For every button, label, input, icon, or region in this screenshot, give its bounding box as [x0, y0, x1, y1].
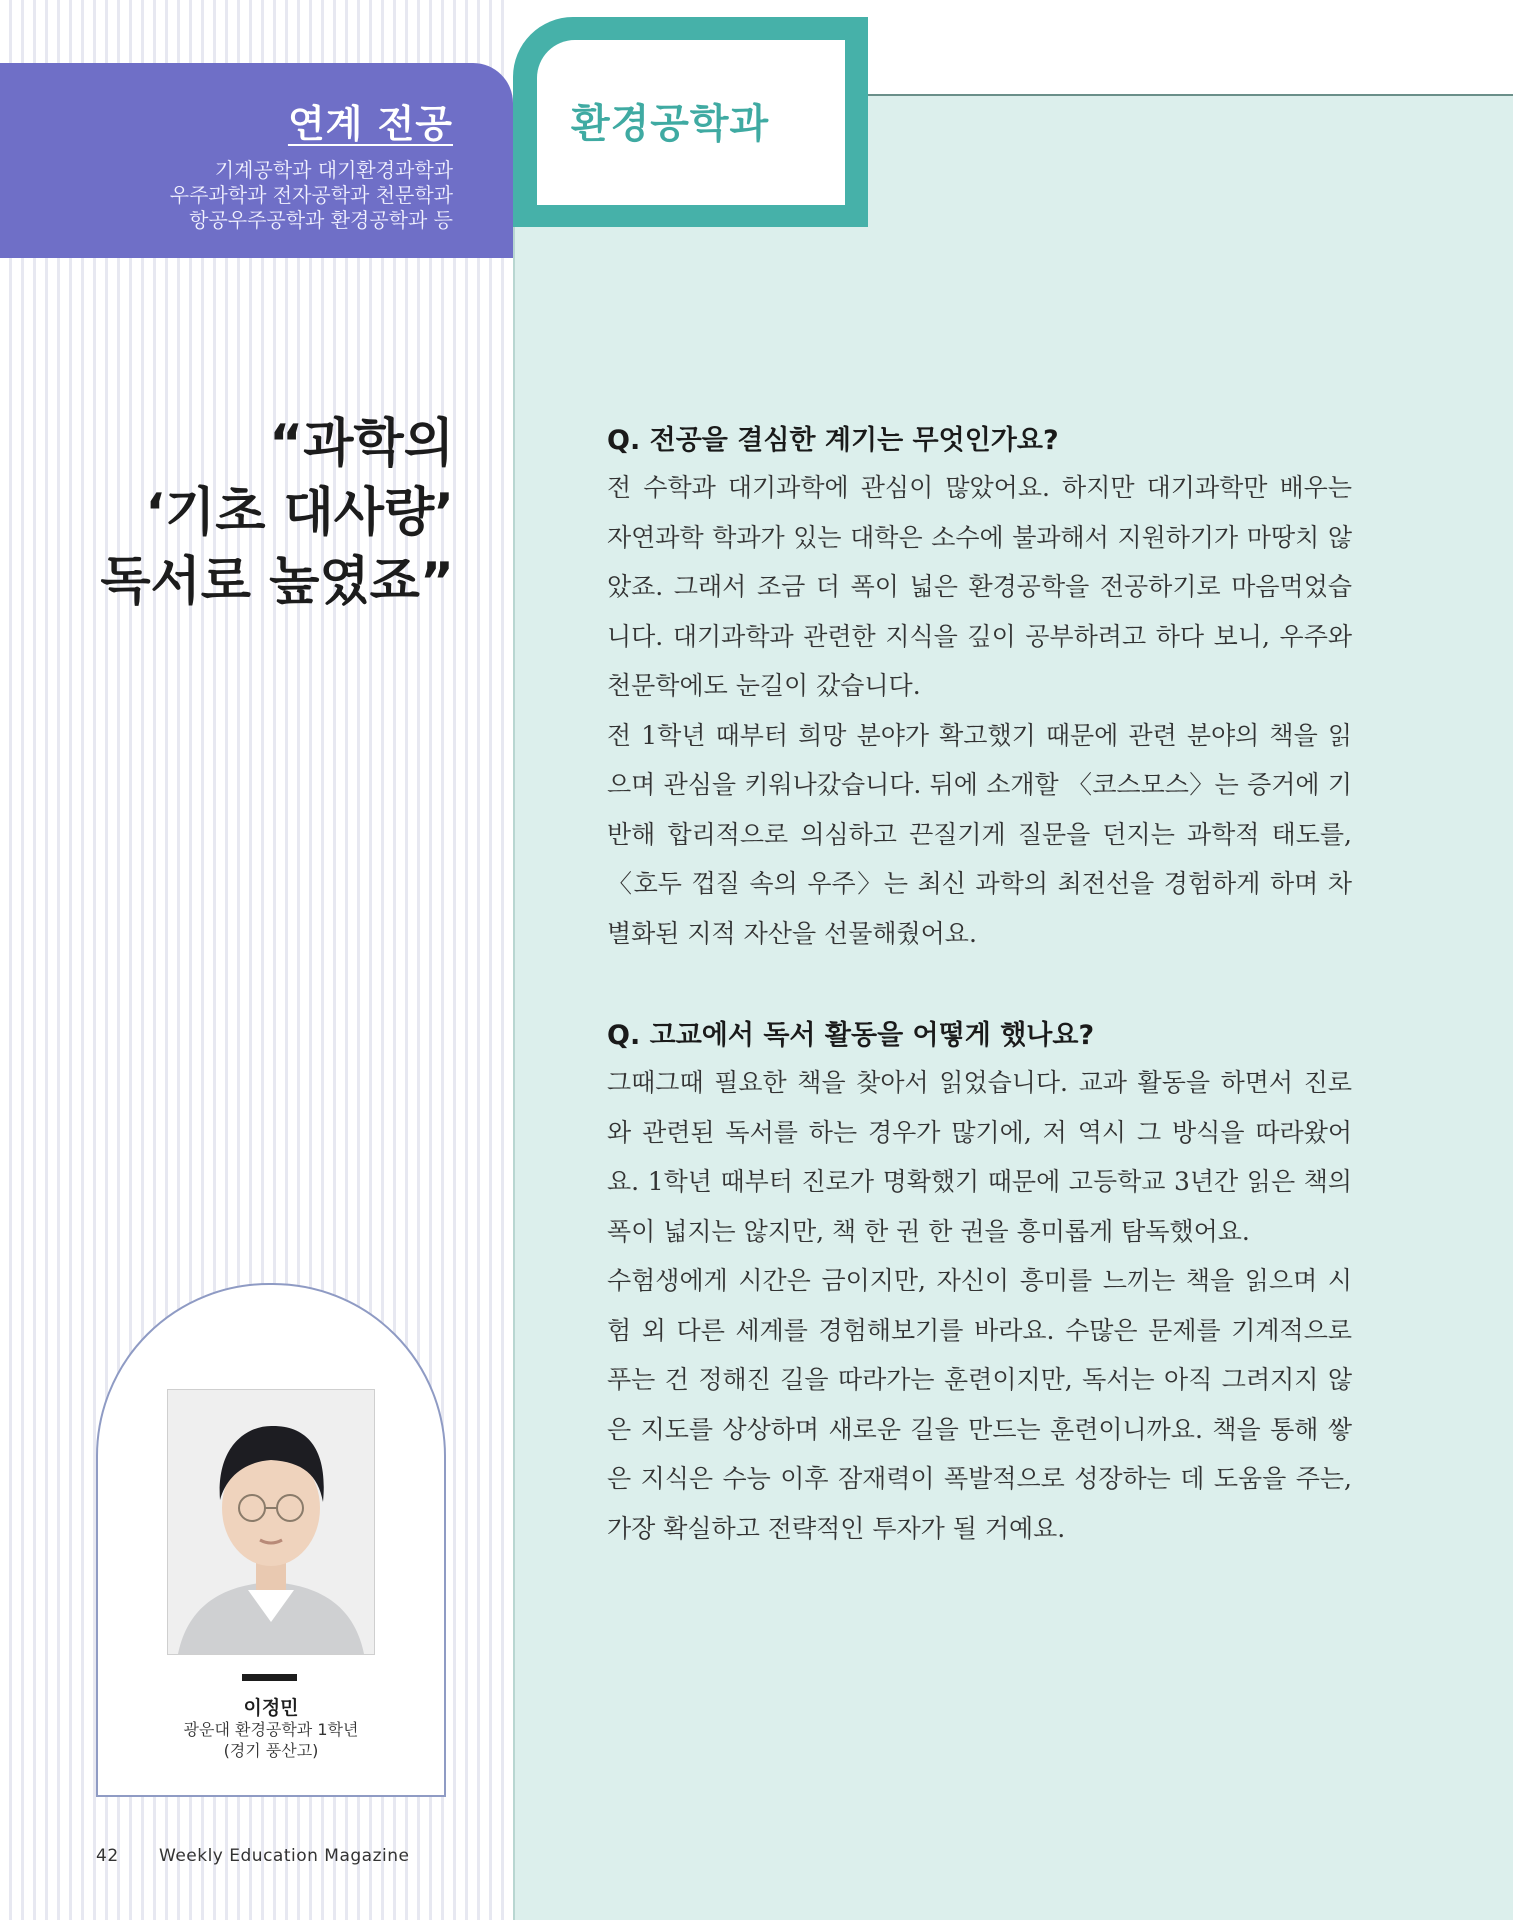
question-heading: Q. 전공을 결심한 계기는 무엇인가요?	[607, 425, 1059, 456]
student-name: 이정민	[243, 1697, 299, 1719]
top-divider	[860, 94, 1513, 96]
department-title: 환경공학과	[571, 101, 770, 147]
related-majors-list	[170, 158, 453, 233]
answer-paragraph: 그때그때 필요한 책을 찾아서 읽었습니다. 교과 활동을 하면서 진로와 관련된 독서를 하는 경우가 많기에, 저 역시 그 방식을 따라왔어요. 1학년 때부터 진로가 명확했기 때문에 고등학교 3년간 읽은 책의 폭이 넓지는 않지만, 책 한 권 한 권을 흥미롭게 탐독했어요.	[607, 1068, 1352, 1246]
student-portrait-image	[168, 1390, 374, 1654]
page-number: 42	[96, 1846, 119, 1866]
content-panel	[513, 95, 1513, 1920]
qa-section-2	[607, 1013, 1352, 1553]
pull-quote-line: ‘기초 대사량’	[145, 483, 454, 543]
qa-section-1	[607, 418, 1352, 958]
pull-quote-line: “과학의	[269, 414, 454, 474]
pull-quote	[34, 410, 454, 617]
answer-paragraph: 수험생에게 시간은 금이지만, 자신이 흥미를 느끼는 책을 읽으며 시험 외 다른 세계를 경험해보기를 바라요. 수많은 문제를 기계적으로 푸는 건 정해진 길을 따라가는 훈련이지만, 독서는 아직 그려지지 않은 지도를 상상하며 새로운 길을 만드는 훈련이니까요. 책을 통해 쌓은 지식은 수능 이후 잠재력이 폭발적으로 성장하는 데 도움을 주는, 가장 확실하고 전략적인 투자가 될 거예요.	[607, 1266, 1352, 1543]
profile-photo	[167, 1389, 375, 1655]
student-affiliation	[96, 1719, 446, 1761]
answer-paragraph: 전 수학과 대기과학에 관심이 많았어요. 하지만 대기과학만 배우는 자연과학 학과가 있는 대학은 소수에 불과해서 지원하기가 마땅치 않았죠. 그래서 조금 더 폭이 넓은 환경공학을 전공하기로 마음먹었습니다. 대기과학과 관련한 지식을 깊이 공부하려고 하다 보니, 우주와 천문학에도 눈길이 갔습니다.	[607, 473, 1352, 700]
school-line: (경기 풍산고)	[223, 1741, 319, 1760]
related-majors-line: 항공우주공학과 환경공학과 등	[189, 208, 453, 232]
question-heading: Q. 고교에서 독서 활동을 어떻게 했나요?	[607, 1020, 1095, 1051]
affiliation-line: 광운대 환경공학과 1학년	[183, 1720, 359, 1739]
related-majors-line: 기계공학과 대기환경과학과	[214, 158, 453, 182]
answer-paragraph: 전 1학년 때부터 희망 분야가 확고했기 때문에 관련 분야의 책을 읽으며 관심을 키워나갔습니다. 뒤에 소개할 〈코스모스〉는 증거에 기반해 합리적으로 의심하고 끈질기게 질문을 던지는 과학적 태도를, 〈호두 껍질 속의 우주〉는 최신 과학의 최전선을 경험하게 하며 차별화된 지적 자산을 선물해줬어요.	[607, 720, 1352, 948]
related-majors-title: 연계 전공	[287, 102, 453, 146]
related-majors-line: 우주과학과 전자공학과 천문학과	[169, 183, 453, 207]
pull-quote-line: 독서로 높였죠”	[100, 552, 454, 612]
name-divider-bar	[242, 1674, 297, 1681]
magazine-name: Weekly Education Magazine	[159, 1846, 410, 1866]
related-majors-panel	[0, 63, 513, 258]
